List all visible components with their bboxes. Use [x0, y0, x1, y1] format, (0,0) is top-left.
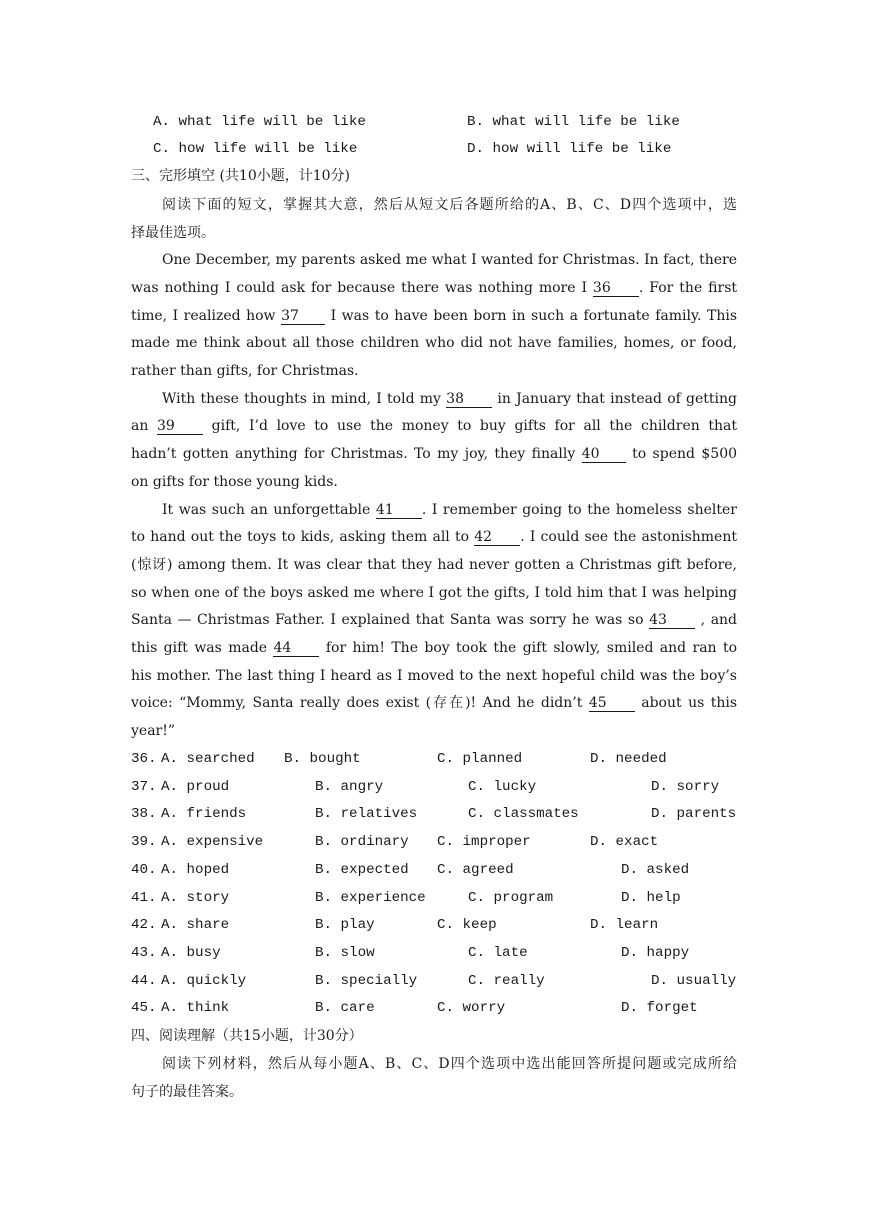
option-a[interactable]: A. share: [161, 917, 230, 933]
option-c[interactable]: C. keep: [437, 917, 497, 933]
option-d[interactable]: D. parents: [651, 806, 737, 822]
option-b[interactable]: B. slow: [315, 945, 375, 961]
question-number: 40.: [131, 862, 157, 878]
blank-38[interactable]: 38: [446, 391, 492, 408]
section3-heading: 三、完形填空 (共10小题，计10分): [131, 168, 351, 184]
passage-line: One December, my parents asked me what I wanted for Christmas. In fact, there: [162, 252, 737, 268]
passage-text: this gift was made: [131, 640, 268, 656]
option-c[interactable]: C. program: [468, 890, 554, 906]
passage-text: an: [131, 418, 149, 434]
option-a[interactable]: A. busy: [161, 945, 221, 961]
section3-instruction-cont: 择最佳选项。: [131, 225, 215, 241]
passage-text: for him! The boy took the gift slowly, smiled and ran to: [325, 640, 738, 656]
option-b[interactable]: B. ordinary: [315, 834, 409, 850]
option-b[interactable]: B. bought: [284, 751, 361, 767]
question-number: 43.: [131, 945, 157, 961]
blank-42[interactable]: 42: [474, 529, 520, 546]
question-number: 41.: [131, 890, 157, 906]
passage-text: It was such an unforgettable: [162, 502, 371, 518]
passage-text: to spend $500: [632, 446, 738, 462]
option-a[interactable]: A. story: [161, 890, 230, 906]
option-c[interactable]: C. classmates: [468, 806, 579, 822]
passage-text: With these thoughts in mind, I told my: [162, 391, 441, 407]
blank-40[interactable]: 40: [582, 446, 626, 463]
option-a[interactable]: A. friends: [161, 806, 247, 822]
blank-37[interactable]: 37: [281, 308, 325, 325]
passage-line: [131, 417, 737, 435]
section4-heading: 四、阅读理解（共15小题，计30分）: [131, 1028, 363, 1044]
passage-line: [131, 611, 737, 629]
option-b[interactable]: B. what will life be like: [467, 114, 680, 130]
section4-instruction: 阅读下列材料，然后从每小题A、B、C、D四个选项中选出能回答所提问题或完成所给: [162, 1056, 737, 1072]
passage-line: [162, 390, 737, 408]
option-d[interactable]: D. how will life be like: [467, 141, 672, 157]
passage-text: to hand out the toys to kids, asking them all to: [131, 529, 470, 545]
blank-41[interactable]: 41: [376, 502, 422, 519]
option-b[interactable]: B. play: [315, 917, 375, 933]
option-c[interactable]: C. planned: [437, 751, 523, 767]
passage-line: on gifts for those young kids.: [131, 474, 338, 490]
passage-line: year!”: [131, 723, 176, 739]
blank-43[interactable]: 43: [649, 612, 695, 629]
passage-text: gift, I’d love to use the money to buy gifts for all the children that: [211, 418, 737, 434]
passage-text: in January that instead of getting: [497, 391, 737, 407]
option-c[interactable]: C. how life will be like: [153, 141, 358, 157]
passage-text: . I could see the astonishment: [520, 529, 737, 545]
section3-instruction: 阅读下面的短文，掌握其大意，然后从短文后各题所给的A、B、C、D四个选项中，选: [162, 197, 737, 213]
blank-44[interactable]: 44: [273, 640, 319, 657]
question-number: 38.: [131, 806, 157, 822]
option-d[interactable]: D. exact: [590, 834, 659, 850]
option-a[interactable]: A. hoped: [161, 862, 230, 878]
option-d[interactable]: D. sorry: [651, 779, 720, 795]
option-a[interactable]: A. quickly: [161, 973, 247, 989]
option-c[interactable]: C. agreed: [437, 862, 514, 878]
passage-line: so when one of the boys asked me where I got the gifts, I told him that I was helping: [131, 585, 737, 601]
passage-line: [131, 528, 737, 546]
passage-line: [131, 694, 737, 712]
passage-line: [131, 639, 737, 657]
option-c[interactable]: C. improper: [437, 834, 531, 850]
passage-line: made me think about all those children who did not have families, homes, or food,: [131, 335, 737, 351]
option-a[interactable]: A. expensive: [161, 834, 264, 850]
passage-text: I was to have been born in such a fortunate family. This: [330, 308, 738, 324]
option-d[interactable]: D. learn: [590, 917, 659, 933]
option-b[interactable]: B. specially: [315, 973, 418, 989]
option-b[interactable]: B. relatives: [315, 806, 418, 822]
passage-text: time, I realized how: [131, 308, 276, 324]
question-number: 39.: [131, 834, 157, 850]
option-c[interactable]: C. worry: [437, 1000, 506, 1016]
option-c[interactable]: C. really: [468, 973, 545, 989]
question-number: 36.: [131, 751, 157, 767]
option-d[interactable]: D. needed: [590, 751, 667, 767]
option-d[interactable]: D. asked: [621, 862, 690, 878]
option-b[interactable]: B. angry: [315, 779, 384, 795]
passage-line: [131, 307, 737, 325]
question-number: 44.: [131, 973, 157, 989]
option-b[interactable]: B. care: [315, 1000, 375, 1016]
blank-45[interactable]: 45: [589, 695, 635, 712]
option-a[interactable]: A. what life will be like: [153, 114, 366, 130]
passage-line: rather than gifts, for Christmas.: [131, 363, 359, 379]
question-number: 45.: [131, 1000, 157, 1016]
option-a[interactable]: A. searched: [161, 751, 255, 767]
option-a[interactable]: A. proud: [161, 779, 230, 795]
passage-text: Santa — Christmas Father. I explained that Santa was sorry he was so: [131, 612, 644, 628]
passage-text: was nothing I could ask for because there was nothing more I: [131, 280, 587, 296]
option-a[interactable]: A. think: [161, 1000, 230, 1016]
passage-line: his mother. The last thing I heard as I moved to the next hopeful child was the boy’s: [131, 668, 737, 684]
passage-text: . I remember going to the homeless shelter: [421, 502, 737, 518]
section4-instruction-cont: 句子的最佳答案。: [131, 1084, 243, 1100]
option-d[interactable]: D. forget: [621, 1000, 698, 1016]
passage-line: (惊讶) among them. It was clear that they had never gotten a Christmas gift before,: [131, 557, 737, 573]
passage-text: . For the first: [638, 280, 738, 296]
passage-line: [131, 279, 737, 297]
blank-39[interactable]: 39: [157, 418, 203, 435]
passage-text: hadn’t gotten anything for Christmas. To my joy, they finally: [131, 446, 576, 462]
passage-text: , and: [700, 612, 738, 628]
question-number: 37.: [131, 779, 157, 795]
option-d[interactable]: D. happy: [621, 945, 690, 961]
option-c[interactable]: C. late: [468, 945, 528, 961]
question-number: 42.: [131, 917, 157, 933]
passage-text: about us this: [641, 695, 738, 711]
passage-line: [162, 501, 737, 519]
passage-line: [131, 445, 737, 463]
option-b[interactable]: B. experience: [315, 890, 426, 906]
option-b[interactable]: B. expected: [315, 862, 409, 878]
passage-text: voice: “Mommy, Santa really does exist (存在)! And he didn’t: [131, 695, 583, 711]
option-d[interactable]: D. usually: [651, 973, 737, 989]
option-d[interactable]: D. help: [621, 890, 681, 906]
option-c[interactable]: C. lucky: [468, 779, 537, 795]
blank-36[interactable]: 36: [593, 280, 639, 297]
